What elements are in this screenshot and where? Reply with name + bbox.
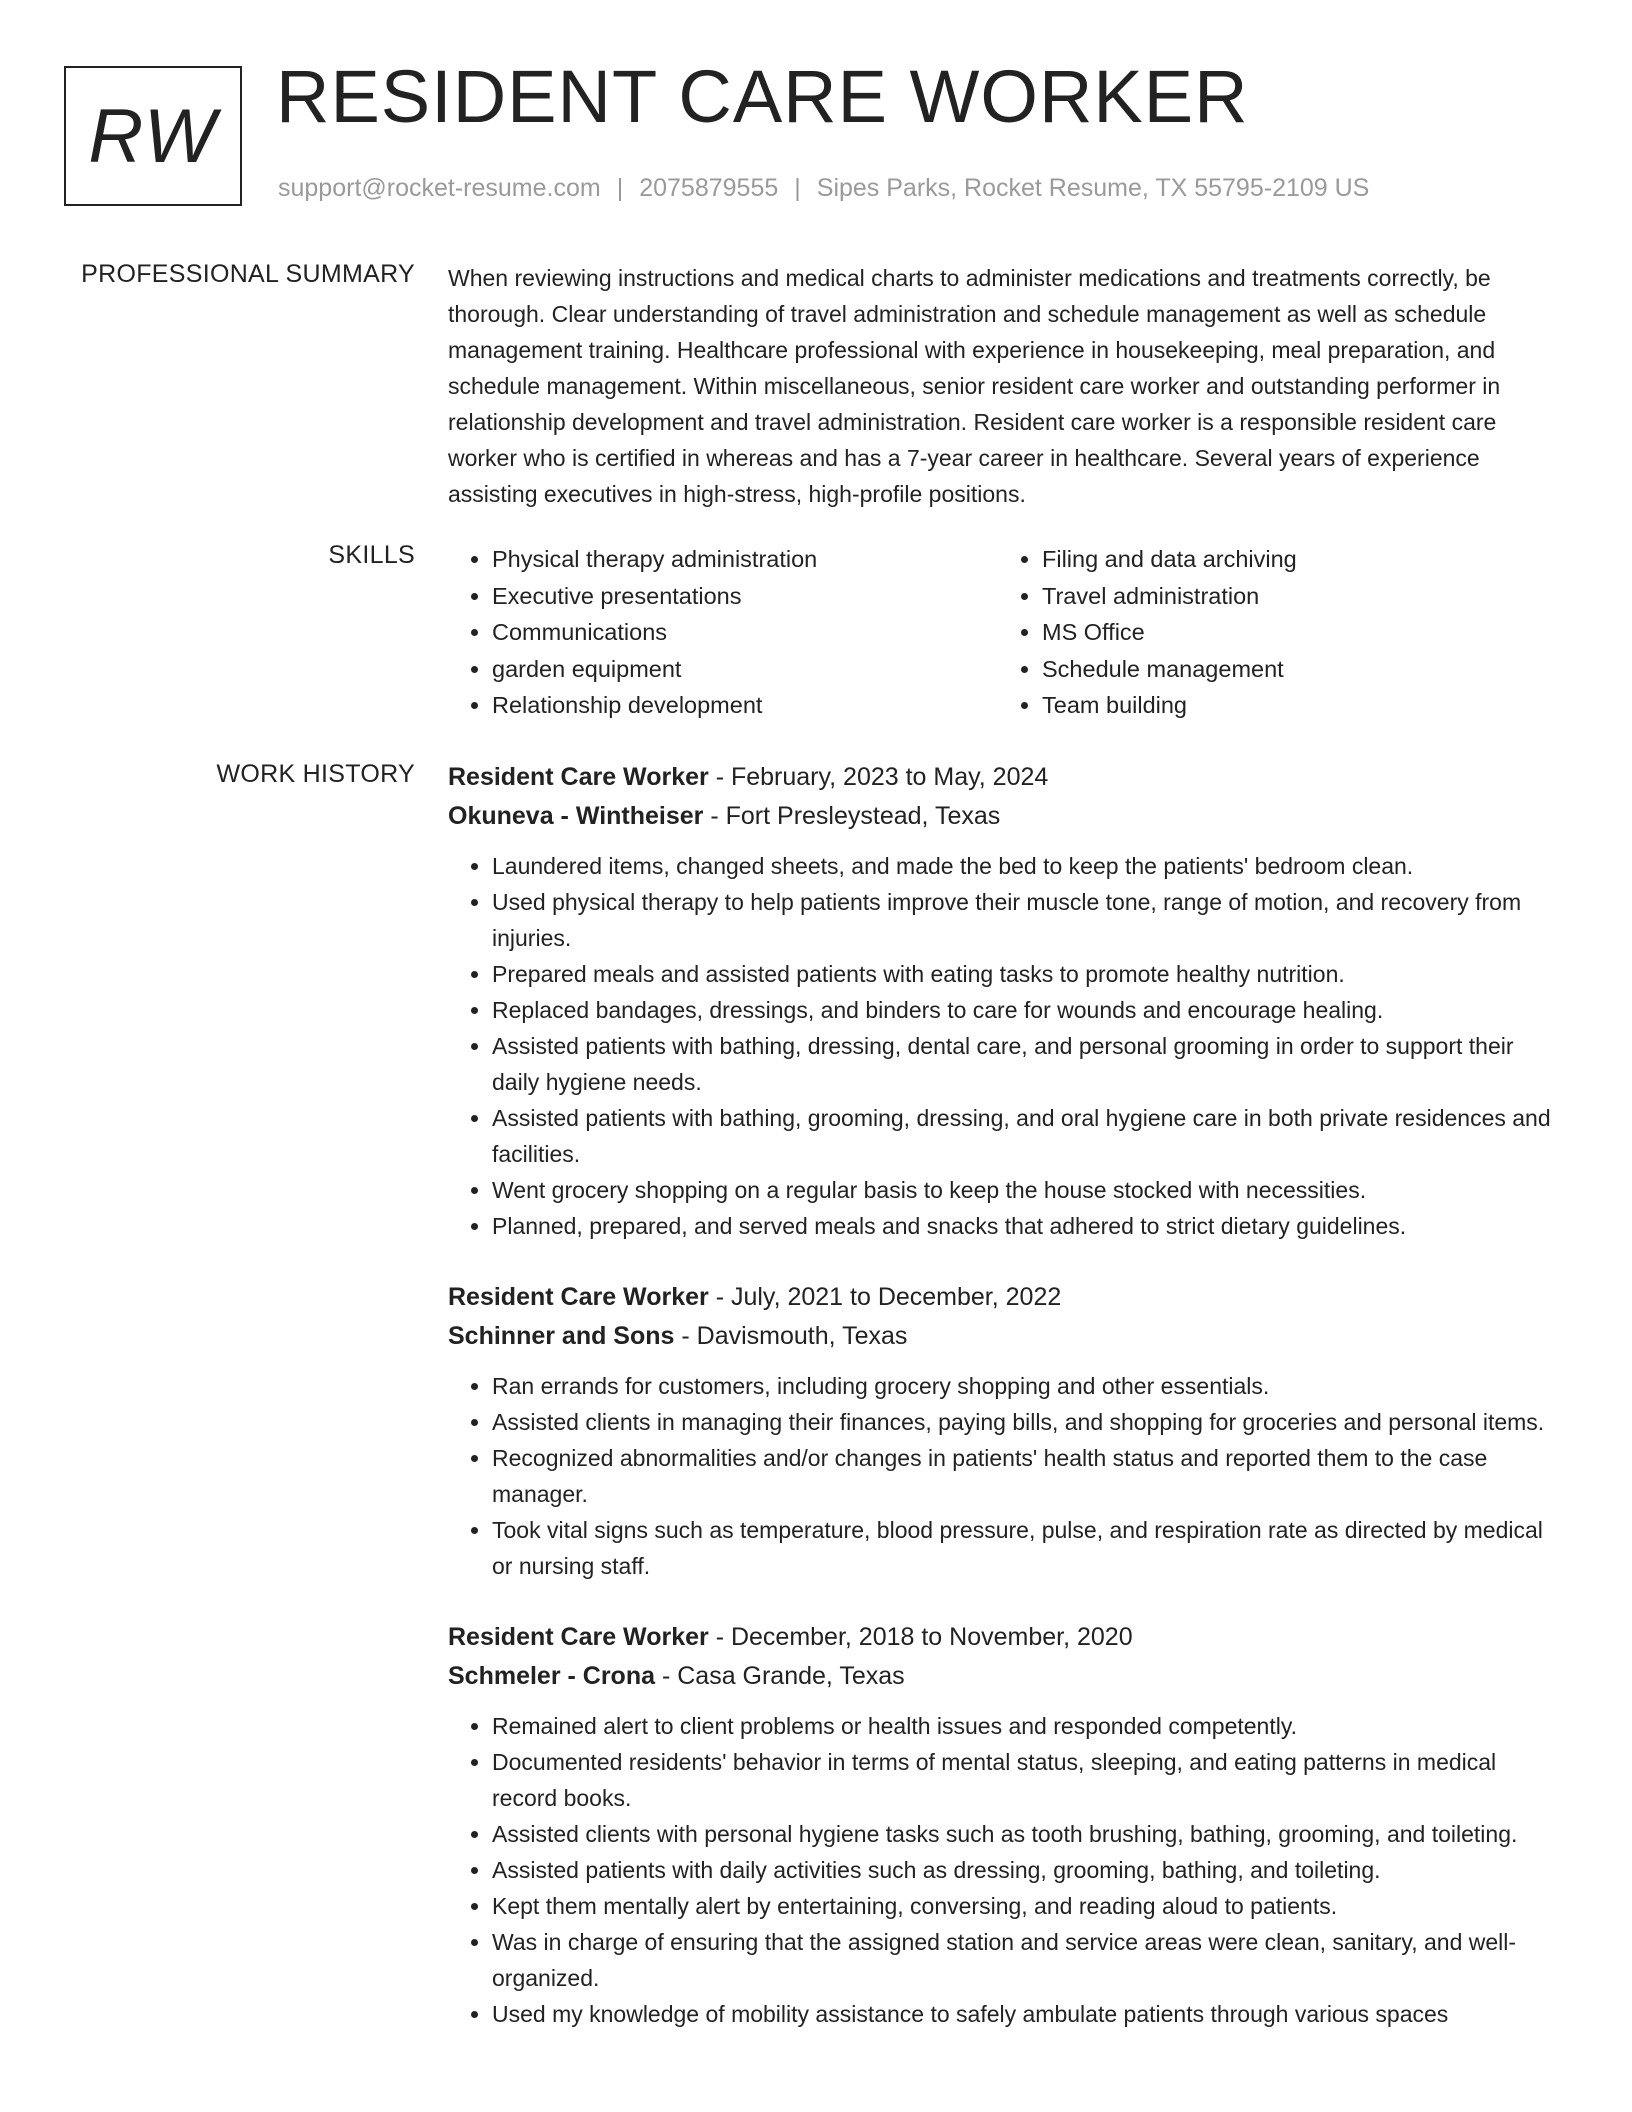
job-location: - Casa Grande, Texas: [655, 1662, 905, 1690]
job-title: Resident Care Worker: [448, 1623, 709, 1651]
job-entry: [448, 1278, 1563, 1584]
job-company: Schmeler - Crona: [448, 1662, 656, 1690]
job-dates: - July, 2021 to December, 2022: [708, 1283, 1062, 1311]
job-bullet: • Used my knowledge of mobility assistance to safely ambulate patients through various spaces: [492, 1996, 1563, 2032]
job-entry: [448, 758, 1563, 1244]
skill-item: • Schedule management: [1042, 651, 1548, 688]
job-bullet: • Went grocery shopping on a regular basis to keep the house stocked with necessities.: [492, 1172, 1563, 1208]
job-bullet: • Assisted patients with bathing, dressing, dental care, and personal grooming in order to support their daily hygiene needs.: [492, 1028, 1563, 1100]
monogram-logo: [64, 66, 242, 206]
job-bullet: • Laundered items, changed sheets, and made the bed to keep the patients' bedroom clean.: [492, 848, 1563, 884]
contact-separator: |: [616, 174, 624, 202]
job-title: Resident Care Worker: [448, 1283, 709, 1311]
job-title-line: [448, 1278, 1563, 1317]
job-bullet: • Remained alert to client problems or health issues and responded competently.: [492, 1708, 1563, 1744]
job-bullets: [448, 1708, 1563, 2032]
skills-list-left: [448, 541, 998, 724]
job-title-line: [448, 758, 1563, 797]
skill-item: • Executive presentations: [492, 578, 998, 615]
skills-heading: SKILLS: [328, 541, 415, 569]
job-bullet: • Ran errands for customers, including grocery shopping and other essentials.: [492, 1368, 1563, 1404]
summary-text: When reviewing instructions and medical charts to administer medications and treatments correctly, be thorough. Clear understanding of travel administration and schedule management as well as schedule management training. Healthcare professional with experience in housekeeping, meal preparation, and schedule management. Within miscellaneous, senior resident care worker and outstanding performer in relationship development and travel administration. Resident care worker is a responsible resident care worker who is certified in whereas and has a 7-year career in healthcare. Several years of experience assisting executives in high-stress, high-profile positions.: [448, 265, 1501, 507]
skill-item: • Relationship development: [492, 687, 998, 724]
contact-separator: |: [794, 174, 801, 202]
work-history-heading: WORK HISTORY: [216, 760, 415, 788]
skill-item: • Filing and data archiving: [1042, 541, 1548, 578]
job-bullets: [448, 1368, 1563, 1584]
job-bullets: [448, 848, 1563, 1244]
job-bullet: • Kept them mentally alert by entertaining, conversing, and reading aloud to patients.: [492, 1888, 1563, 1924]
skill-item: • garden equipment: [492, 651, 998, 688]
skill-item: • MS Office: [1042, 614, 1548, 651]
job-location: - Fort Presleystead, Texas: [703, 802, 1001, 830]
skill-item: • Communications: [492, 614, 998, 651]
job-bullet: • Assisted clients in managing their finances, paying bills, and shopping for groceries and personal items.: [492, 1404, 1563, 1440]
job-bullet: • Took vital signs such as temperature, blood pressure, pulse, and respiration rate as directed by medical or nursing staff.: [492, 1512, 1563, 1584]
job-bullet: • Assisted clients with personal hygiene tasks such as tooth brushing, bathing, grooming, and toileting.: [492, 1816, 1563, 1852]
job-company-line: [448, 797, 1563, 836]
skills-list-right: [998, 541, 1548, 724]
job-bullet: • Replaced bandages, dressings, and binders to care for wounds and encourage healing.: [492, 992, 1563, 1028]
job-company: Okuneva - Wintheiser: [448, 802, 704, 830]
job-bullet: • Documented residents' behavior in terms of mental status, sleeping, and eating patterns in medical record books.: [492, 1744, 1563, 1816]
skill-item: • Physical therapy administration: [492, 541, 998, 578]
job-bullet: • Planned, prepared, and served meals and snacks that adhered to strict dietary guidelines.: [492, 1208, 1563, 1244]
job-bullet: • Prepared meals and assisted patients with eating tasks to promote healthy nutrition.: [492, 956, 1563, 992]
contact-address: Sipes Parks, Rocket Resume, TX 55795-2109 US: [816, 174, 1370, 202]
summary-body: [448, 260, 1563, 512]
job-company: Schinner and Sons: [448, 1322, 675, 1350]
skill-item: • Team building: [1042, 687, 1548, 724]
summary-heading: PROFESSIONAL SUMMARY: [81, 260, 415, 288]
job-dates: - December, 2018 to November, 2020: [708, 1623, 1133, 1651]
monogram-initials: RW: [88, 93, 218, 179]
job-bullet: • Recognized abnormalities and/or changes in patients' health status and reported them to the case manager.: [492, 1440, 1563, 1512]
job-bullet: • Assisted patients with daily activities such as dressing, grooming, bathing, and toileting.: [492, 1852, 1563, 1888]
job-title: Resident Care Worker: [448, 763, 709, 791]
work-history-body: [448, 758, 1563, 2048]
job-company-line: [448, 1657, 1563, 1696]
contact-phone[interactable]: 2075879555: [639, 174, 779, 202]
job-entry: [448, 1618, 1563, 2032]
job-company-line: [448, 1317, 1563, 1356]
job-bullet: • Was in charge of ensuring that the assigned station and service areas were clean, sanitary, and well-organized.: [492, 1924, 1563, 1996]
job-dates: - February, 2023 to May, 2024: [708, 763, 1049, 791]
job-bullet: • Assisted patients with bathing, grooming, dressing, and oral hygiene care in both private residences and facilities.: [492, 1100, 1563, 1172]
resume-title: RESIDENT CARE WORKER: [276, 55, 1249, 138]
job-location: - Davismouth, Texas: [674, 1322, 908, 1350]
contact-line: [278, 174, 1369, 203]
job-bullet: • Used physical therapy to help patients improve their muscle tone, range of motion, and recovery from injuries.: [492, 884, 1563, 956]
job-title-line: [448, 1618, 1563, 1657]
contact-email[interactable]: support@rocket-resume.com: [278, 174, 601, 202]
skills-columns: [448, 541, 1563, 724]
skill-item: • Travel administration: [1042, 578, 1548, 615]
skills-body: [448, 541, 1563, 724]
